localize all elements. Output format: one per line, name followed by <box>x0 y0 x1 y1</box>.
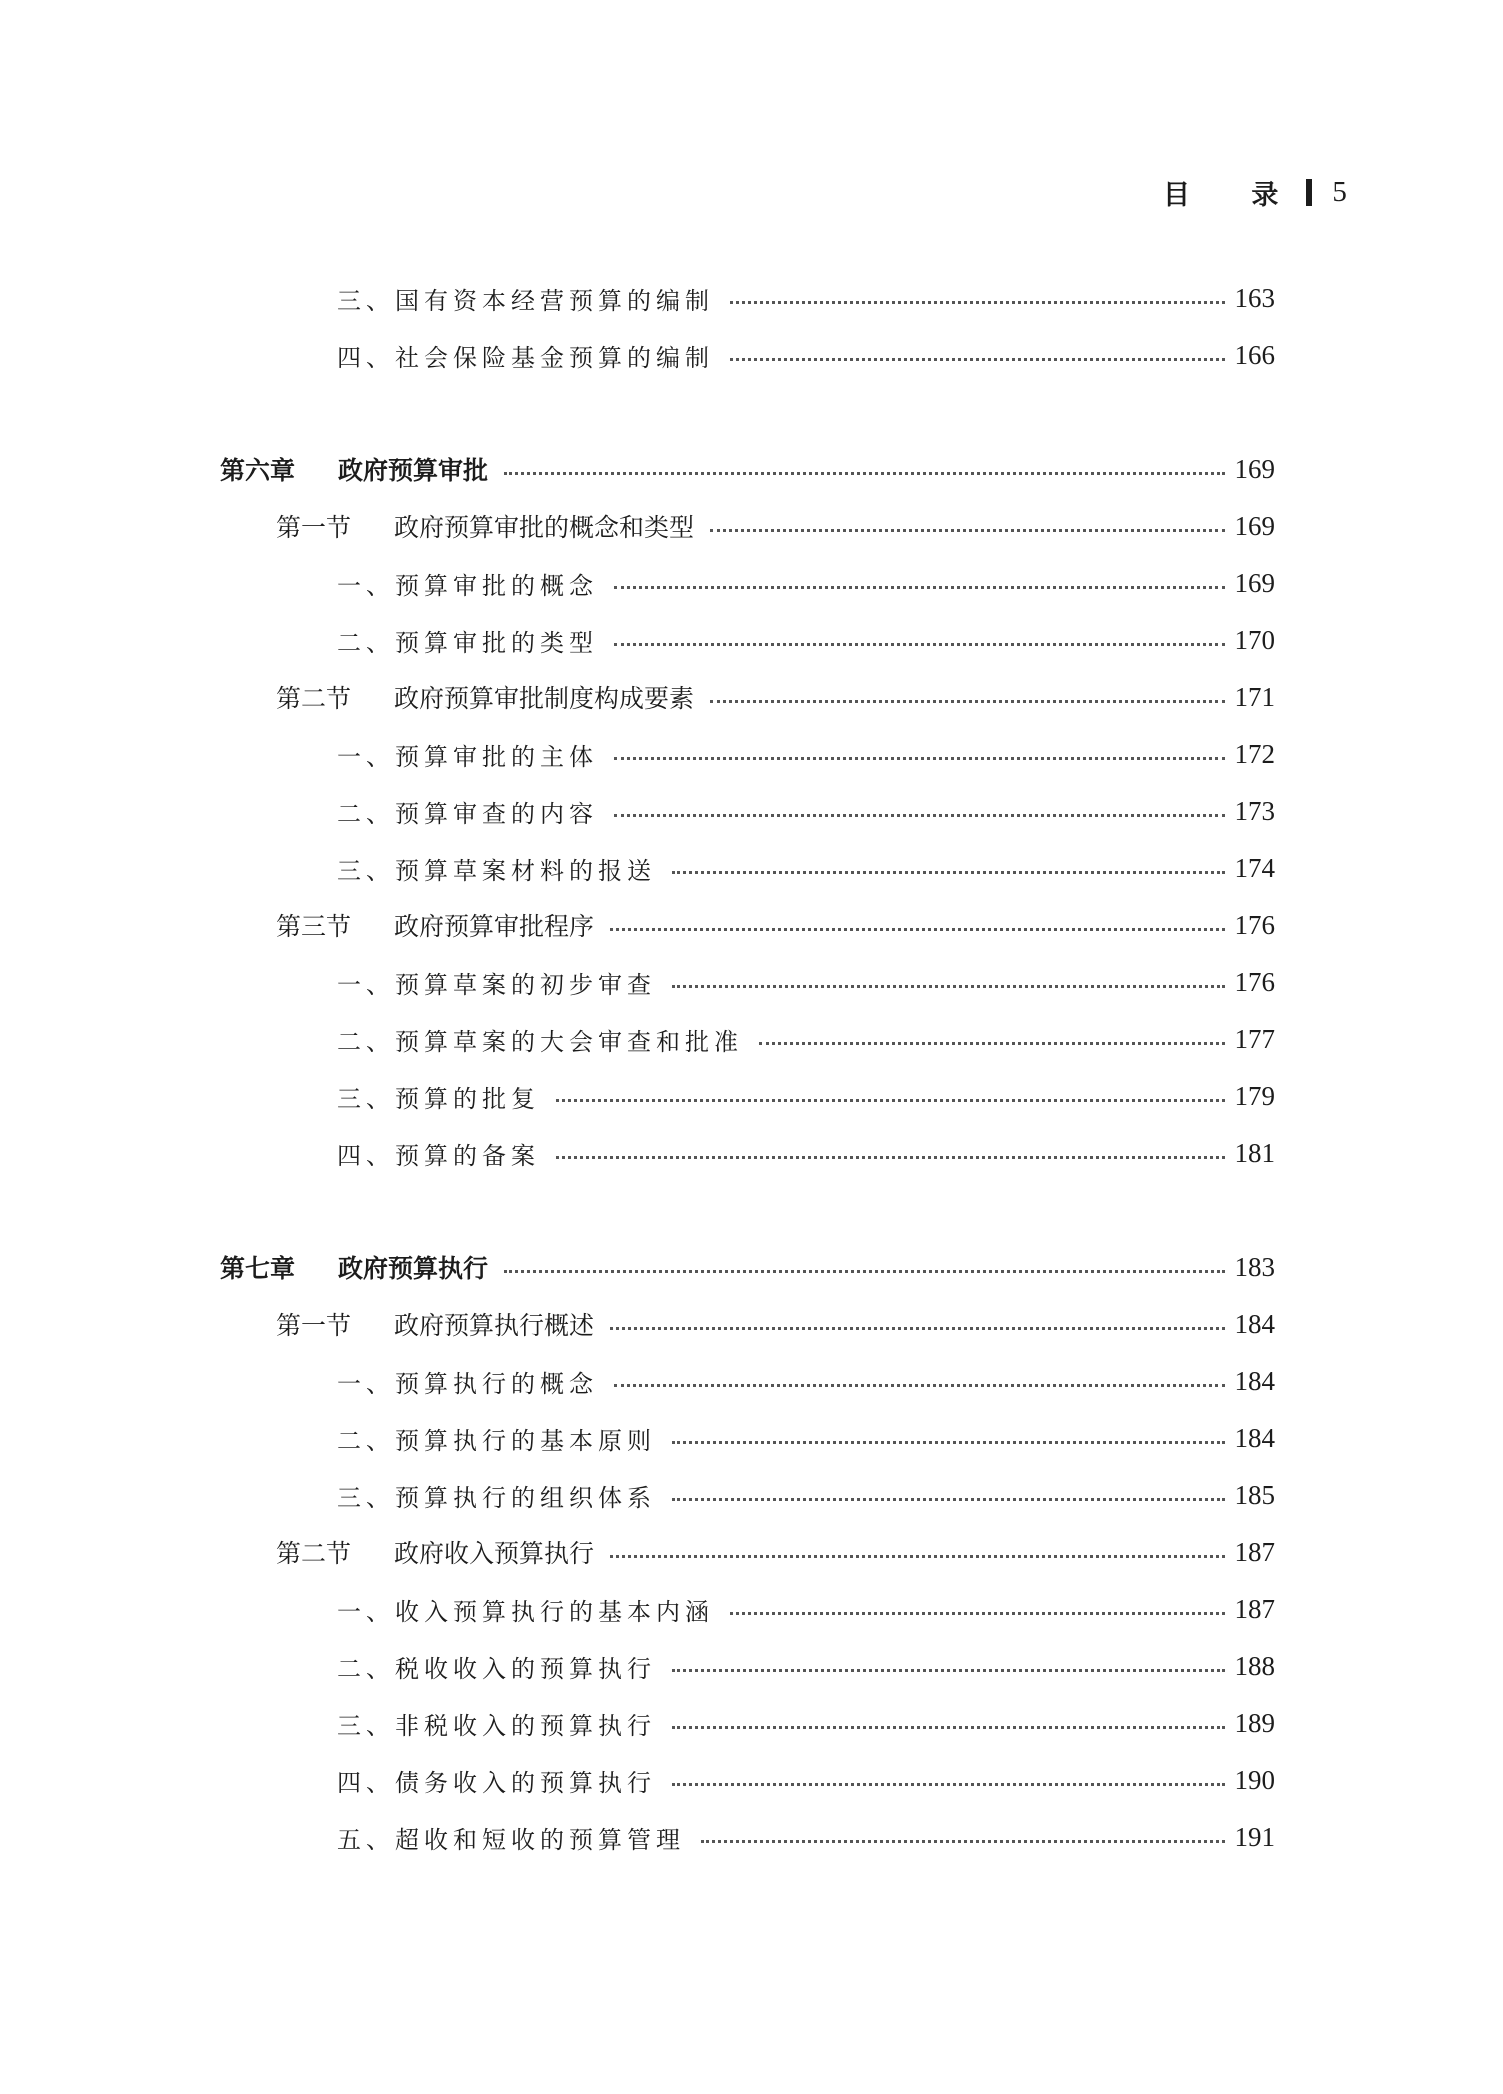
toc-entry-page: 184 <box>1234 1308 1275 1339</box>
toc-entry-number: 四、 <box>337 1768 395 1797</box>
toc-entry-title: 预算草案的大会审查和批准 <box>395 1027 743 1056</box>
toc-entry-title: 预算执行的组织体系 <box>395 1483 656 1512</box>
toc-entry-label <box>337 1820 685 1855</box>
toc-section-row <box>276 677 1275 717</box>
toc-entry-title: 预算审批的主体 <box>395 742 598 771</box>
toc-entry-label <box>337 1136 540 1171</box>
toc-item-row <box>337 1361 1275 1401</box>
dot-leader <box>710 529 1224 532</box>
toc-entry-label <box>276 679 694 715</box>
dot-leader <box>730 301 1225 304</box>
dot-leader <box>614 757 1225 760</box>
toc-entry-label <box>337 1022 743 1057</box>
dot-leader <box>672 1441 1225 1444</box>
toc-item-row <box>337 1703 1275 1743</box>
toc-entry-number: 二、 <box>337 1654 395 1683</box>
toc-entry-label <box>337 851 656 886</box>
dot-leader <box>614 586 1225 589</box>
toc-item-row <box>337 791 1275 831</box>
toc-entry-title: 预算的备案 <box>395 1141 540 1170</box>
toc-entry-title: 超收和短收的预算管理 <box>395 1825 685 1854</box>
toc-entry-label <box>337 338 714 373</box>
toc-entry-label <box>337 794 598 829</box>
toc-entry-title: 收入预算执行的基本内涵 <box>395 1597 714 1626</box>
dot-leader <box>672 1498 1225 1501</box>
toc-item-row <box>337 1646 1275 1686</box>
toc-entry-number: 一、 <box>337 1369 395 1398</box>
toc-chapter-row <box>220 1247 1275 1287</box>
toc-entry-page: 172 <box>1234 738 1275 769</box>
toc-entry-label <box>276 907 594 943</box>
toc-entry-title: 预算的批复 <box>395 1084 540 1113</box>
toc-entry-number: 一、 <box>337 970 395 999</box>
toc-item-row <box>337 1133 1275 1173</box>
toc-entry-label <box>276 1306 594 1342</box>
toc-item-row <box>337 278 1275 318</box>
toc-entry-page: 174 <box>1234 852 1275 883</box>
dot-leader <box>610 1327 1224 1330</box>
toc-entry-page: 191 <box>1234 1821 1275 1852</box>
toc-item-row <box>337 1589 1275 1629</box>
toc-entry-label <box>337 1421 656 1456</box>
dot-leader <box>672 985 1225 988</box>
toc-entry-number: 三、 <box>337 1084 395 1113</box>
toc-entry-number: 二、 <box>337 1426 395 1455</box>
toc-entry-number: 三、 <box>337 286 395 315</box>
toc-entry-title: 预算审批的类型 <box>395 628 598 657</box>
toc-entry-number: 二、 <box>337 799 395 828</box>
toc-entry-number: 第一节 <box>276 513 352 542</box>
dot-leader <box>710 700 1224 703</box>
toc-entry-page: 187 <box>1234 1536 1275 1567</box>
toc-entry-title: 预算草案的初步审查 <box>395 970 656 999</box>
dot-leader <box>672 1726 1225 1729</box>
toc-entry-page: 170 <box>1234 624 1275 655</box>
toc-entry-label <box>337 281 714 316</box>
toc-section-row <box>276 905 1275 945</box>
dot-leader <box>672 1783 1225 1786</box>
toc-entry-number: 三、 <box>337 1483 395 1512</box>
dot-leader <box>610 1555 1224 1558</box>
toc-entry-title: 国有资本经营预算的编制 <box>395 286 714 315</box>
toc-item-row <box>337 563 1275 603</box>
dot-leader <box>672 871 1225 874</box>
toc-item-row <box>337 848 1275 888</box>
toc-entry-page: 173 <box>1234 795 1275 826</box>
toc-entry-page: 184 <box>1234 1422 1275 1453</box>
toc-entry-label <box>276 508 694 544</box>
toc-entry-label <box>337 623 598 658</box>
toc-entry-title: 预算执行的概念 <box>395 1369 598 1398</box>
toc-entry-number: 一、 <box>337 1597 395 1626</box>
toc-entry-number: 三、 <box>337 856 395 885</box>
toc-entry-label <box>220 1249 488 1285</box>
toc-entry-number: 一、 <box>337 571 395 600</box>
toc-entry-label <box>337 1763 656 1798</box>
toc-item-row <box>337 1418 1275 1458</box>
toc-entry-title: 预算审查的内容 <box>395 799 598 828</box>
dot-leader <box>504 472 1224 475</box>
toc-item-row <box>337 1019 1275 1059</box>
toc-entry-title: 政府预算审批程序 <box>394 912 595 941</box>
dot-leader <box>504 1270 1224 1273</box>
toc-item-row <box>337 1817 1275 1857</box>
toc-entry-title: 政府预算审批的概念和类型 <box>394 513 695 542</box>
toc-item-row <box>337 620 1275 660</box>
toc-section-row <box>276 1304 1275 1344</box>
toc-entry-number: 三、 <box>337 1711 395 1740</box>
toc-item-row <box>337 1475 1275 1515</box>
toc-entry-label <box>337 1649 656 1684</box>
toc-entry-title: 政府预算执行 <box>338 1254 489 1283</box>
toc-entry-page: 183 <box>1234 1251 1275 1282</box>
toc-entry-title: 政府收入预算执行 <box>394 1539 595 1568</box>
toc-entry-label <box>337 737 598 772</box>
header-title: 目 录 <box>1163 179 1305 211</box>
toc-entry-title: 社会保险基金预算的编制 <box>395 343 714 372</box>
dot-leader <box>672 1669 1225 1672</box>
dot-leader <box>556 1156 1225 1159</box>
toc-entry-title: 非税收入的预算执行 <box>395 1711 656 1740</box>
toc-entry-page: 169 <box>1234 510 1275 541</box>
toc-item-row <box>337 1076 1275 1116</box>
dot-leader <box>759 1042 1225 1045</box>
toc-chapter-row <box>220 449 1275 489</box>
toc-entry-number: 四、 <box>337 343 395 372</box>
dot-leader <box>730 358 1225 361</box>
dot-leader <box>556 1099 1225 1102</box>
toc-entry-number: 二、 <box>337 1027 395 1056</box>
dot-leader <box>701 1840 1225 1843</box>
toc-entry-page: 188 <box>1234 1650 1275 1681</box>
toc-entry-number: 一、 <box>337 742 395 771</box>
toc-entry-number: 五、 <box>337 1825 395 1854</box>
toc-entry-title: 政府预算执行概述 <box>394 1311 595 1340</box>
toc-section-row <box>276 506 1275 546</box>
toc-entry-page: 177 <box>1234 1023 1275 1054</box>
toc-entry-label <box>220 451 488 487</box>
toc-entry-number: 第二节 <box>276 684 352 713</box>
toc-entry-page: 190 <box>1234 1764 1275 1795</box>
toc-entry-page: 176 <box>1234 966 1275 997</box>
toc-entry-label <box>276 1534 594 1570</box>
toc-entry-page: 184 <box>1234 1365 1275 1396</box>
toc-entry-label <box>337 566 598 601</box>
toc-entry-title: 债务收入的预算执行 <box>395 1768 656 1797</box>
toc-item-row <box>337 1760 1275 1800</box>
toc-entry-label <box>337 1706 656 1741</box>
toc-item-row <box>337 734 1275 774</box>
toc-entry-page: 187 <box>1234 1593 1275 1624</box>
header-page-number: 5 <box>1332 175 1347 208</box>
toc-entry-page: 163 <box>1234 282 1275 313</box>
toc-entry-title: 预算审批的概念 <box>395 571 598 600</box>
toc-entry-label <box>337 965 656 1000</box>
toc-section-row <box>276 1532 1275 1572</box>
toc-item-row <box>337 335 1275 375</box>
toc-entry-page: 171 <box>1234 681 1275 712</box>
toc-entry-number: 二、 <box>337 628 395 657</box>
toc-entry-page: 179 <box>1234 1080 1275 1111</box>
toc-entry-label <box>337 1364 598 1399</box>
toc-entry-title: 预算草案材料的报送 <box>395 856 656 885</box>
toc-entry-label <box>337 1592 714 1627</box>
toc-entry-title: 税收收入的预算执行 <box>395 1654 656 1683</box>
toc-entry-page: 185 <box>1234 1479 1275 1510</box>
toc-entry-title: 预算执行的基本原则 <box>395 1426 656 1455</box>
toc-entry-title: 政府预算审批制度构成要素 <box>394 684 695 713</box>
dot-leader <box>614 814 1225 817</box>
dot-leader <box>614 1384 1225 1387</box>
toc-entry-page: 176 <box>1234 909 1275 940</box>
toc-entry-number: 第七章 <box>220 1254 296 1283</box>
toc-item-row <box>337 962 1275 1002</box>
toc-entry-number: 第一节 <box>276 1311 352 1340</box>
dot-leader <box>610 928 1224 931</box>
toc-entry-page: 189 <box>1234 1707 1275 1738</box>
toc-entry-number: 四、 <box>337 1141 395 1170</box>
toc-entry-label <box>337 1079 540 1114</box>
toc-entry-number: 第二节 <box>276 1539 352 1568</box>
toc-entry-page: 169 <box>1234 453 1275 484</box>
dot-leader <box>614 643 1225 646</box>
dot-leader <box>730 1612 1225 1615</box>
toc-entry-page: 166 <box>1234 339 1275 370</box>
toc-entry-page: 169 <box>1234 567 1275 598</box>
toc-entry-title: 政府预算审批 <box>338 456 489 485</box>
toc-entry-label <box>337 1478 656 1513</box>
toc-entry-number: 第六章 <box>220 456 296 485</box>
toc-entry-number: 第三节 <box>276 912 352 941</box>
toc-entry-page: 181 <box>1234 1137 1275 1168</box>
